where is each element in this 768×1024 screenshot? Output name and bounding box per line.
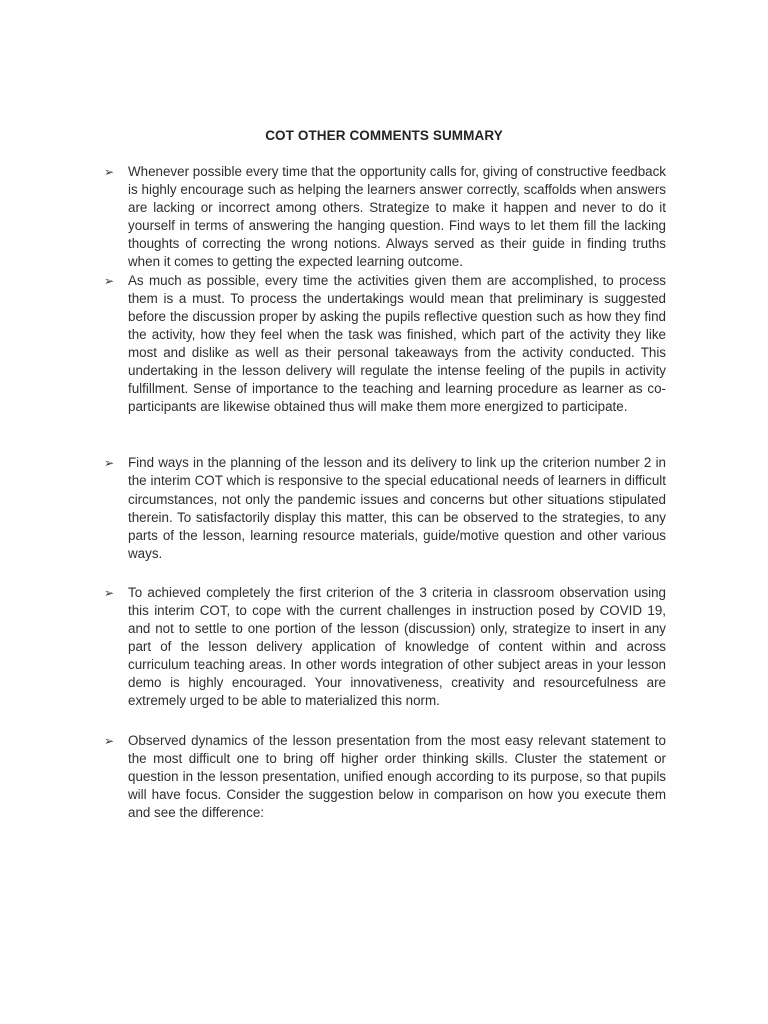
bullet-text: To achieved completely the first criterion of the 3 criteria in classroom observation using this interim COT, to cope with the current challenges in instruction posed by COVID 19, and not to settle to one portion of the lesson (discussion) only, strategize to insert in any part of the lesson delivery application of knowledge of content within and across curriculum teaching areas. In other words integration of other subject areas in your lesson demo is highly encouraged. Your innovativeness, creativity and resourcefulness are extremely urged to be able to materialized this norm.	[128, 584, 666, 709]
bullet-text: Whenever possible every time that the opportunity calls for, giving of constructive feedback is highly encourage such as helping the learners answer correctly, scaffolds when answers are lacking or incorrect among others. Strategize to make it happen and never to do it yourself in terms of answering the hanging question. Find ways to let them fill the lacking thoughts of correcting the wrong notions. Always served as their guide in finding truths when it comes to getting the expected learning outcome.	[128, 164, 666, 270]
list-item	[104, 163, 666, 272]
bullet-text: Find ways in the planning of the lesson and its delivery to link up the criterion number 2 in the interim COT which is responsive to the special educational needs of learners in difficult circumstances, not only the pandemic issues and concerns but other situations stipulated therein. To satisfactorily display this matter, this can be observed to the strategies, to any parts of the lesson, learning resource materials, guide/motive question and other various ways.	[128, 455, 666, 561]
arrow-bullet-icon: ➢	[104, 585, 115, 600]
arrow-bullet-icon: ➢	[104, 733, 115, 748]
arrow-bullet-icon: ➢	[104, 456, 115, 471]
list-item	[104, 584, 666, 711]
list-item	[104, 732, 666, 822]
bullet-text: Observed dynamics of the lesson presentation from the most easy relevant statement to the most difficult one to bring off higher order thinking skills. Cluster the statement or question in the lesson presentation, unified enough according to its purpose, so that pupils will have focus. Consider the suggestion below in comparison on how you execute them and see the difference:	[128, 732, 666, 820]
comments-list	[104, 163, 666, 822]
list-item	[104, 454, 666, 563]
bullet-text: As much as possible, every time the activities given them are accomplished, to process them is a must. To process the undertakings would mean that preliminary is suggested before the discussion proper by asking the pupils reflective question such as how they find the activity, how they feel when the task was finished, which part of the activity they like most and dislike as well as their personal takeaways from the activity conducted. This undertaking in the lesson delivery will regulate the intense feeling of the pupils in activity fulfillment. Sense of importance to the teaching and learning procedure as learner as co-participants are likewise obtained thus will make them more energized to participate.	[128, 272, 666, 415]
list-item	[104, 272, 666, 417]
page-title: COT OTHER COMMENTS SUMMARY	[265, 128, 503, 143]
arrow-bullet-icon: ➢	[104, 165, 115, 179]
arrow-bullet-icon: ➢	[104, 273, 115, 288]
